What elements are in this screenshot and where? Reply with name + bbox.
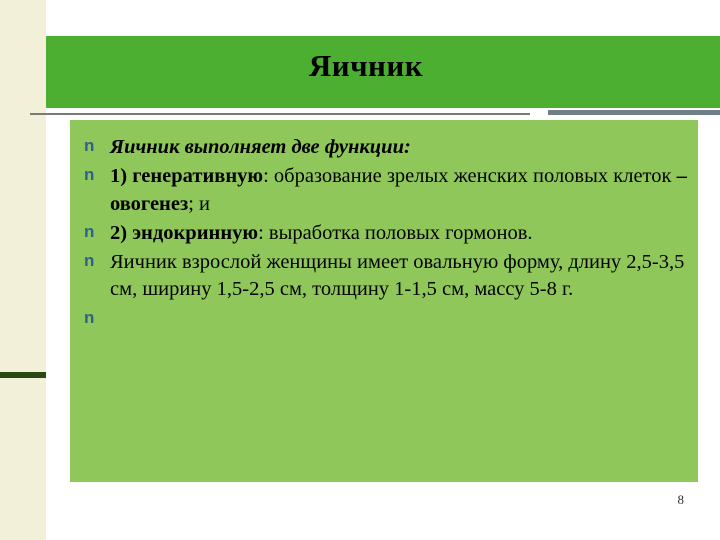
page-number: 8 bbox=[677, 492, 684, 507]
list-item-text-strong: 2) эндокринную bbox=[110, 221, 259, 244]
list-item-text: : выработка половых гормонов. bbox=[258, 221, 533, 244]
list-item-empty bbox=[82, 306, 688, 332]
list-item-text: : образование зрелых женских половых клеток bbox=[263, 165, 677, 188]
list-item bbox=[82, 249, 688, 304]
list-item-text: ; и bbox=[188, 192, 211, 215]
title-divider bbox=[30, 113, 530, 115]
list-item-text: Яичник взрослой женщины имеет овальную форму, длину 2,5-3,5 см, ширину 1,5-2,5 см, толщину 1-1,5 см, массу 5-8 г. bbox=[110, 251, 685, 301]
content-panel bbox=[70, 120, 698, 482]
list-item-text-strong: 1) генеративную bbox=[110, 165, 264, 188]
list-item bbox=[82, 163, 688, 218]
list-item-text-strong: – овогенез bbox=[110, 165, 687, 215]
bullet-icon: n bbox=[84, 251, 95, 270]
bullet-list bbox=[82, 134, 688, 332]
bullet-icon: n bbox=[84, 221, 95, 241]
list-item-text: Яичник выполняет две функции: bbox=[110, 136, 411, 158]
bullet-icon: n bbox=[84, 136, 95, 155]
page-title: Яичник bbox=[308, 48, 424, 83]
left-decorative-band bbox=[0, 0, 46, 540]
list-item bbox=[82, 134, 688, 161]
bullet-icon: n bbox=[84, 165, 95, 185]
title-divider-accent bbox=[548, 110, 720, 115]
left-accent-bar bbox=[0, 372, 46, 378]
list-item bbox=[82, 220, 688, 247]
bullet-icon: n bbox=[84, 307, 95, 327]
